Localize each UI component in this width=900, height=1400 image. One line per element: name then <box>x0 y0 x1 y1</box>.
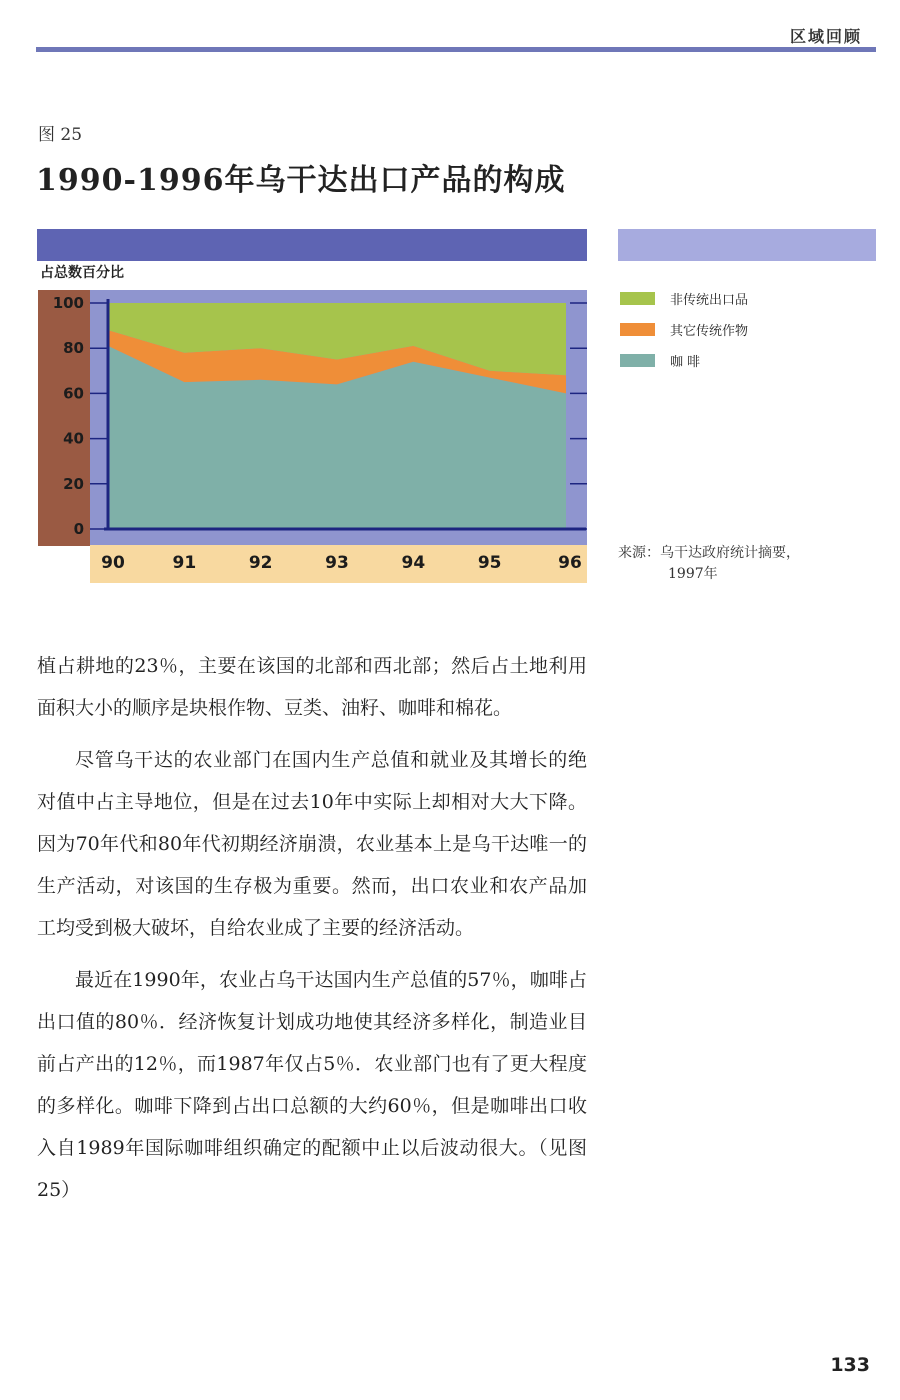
paragraph-2: 尽管乌干达的农业部门在国内生产总值和就业及其增长的绝对值中占主导地位，但是在过去10年中实际上却相对大大下降。因为70年代和80年代初期经济崩溃，农业基本上是乌干达唯一的生产活动，对该国的生存极为重要。然而，出口农业和农产品加工均受到极大破坏，自给农业成了主要的经济活动。 <box>37 749 587 939</box>
y-tick-label: 40 <box>63 429 84 448</box>
chart-source <box>618 543 800 585</box>
x-tick-label: 94 <box>401 553 426 573</box>
legend-label: 其它传统作物 <box>670 324 749 339</box>
legend-label: 咖 啡 <box>670 355 701 370</box>
x-tick-label: 92 <box>248 553 273 573</box>
body-text <box>37 645 587 1221</box>
x-tick-label: 90 <box>101 553 125 573</box>
figure-number: 图 25 <box>38 125 83 145</box>
paragraph-1: 植占耕地的23％，主要在该国的北部和西北部；然后占土地利用面积大小的顺序是块根作物、豆类、油籽、咖啡和棉花。 <box>37 655 587 719</box>
y-axis-title: 占总数百分比 <box>40 265 124 281</box>
legend-item-coffee <box>620 345 748 376</box>
x-tick-label: 91 <box>172 553 197 573</box>
paragraph-3: 最近在1990年，农业占乌干达国内生产总值的57％，咖啡占出口值的80％．经济恢复计划成功地使其经济多样化，制造业目前占产出的12％，而1987年仅占5％．农业部门也有了更大程度的多样化。咖啡下降到占出口总额的大约60％，但是咖啡出口收入自1989年国际咖啡组织确定的配额中止以后波动很大。（见图25） <box>37 969 587 1201</box>
x-tick-label: 93 <box>325 553 349 573</box>
section-title: 区域回顾 <box>789 27 862 46</box>
stacked-area-chart <box>0 0 900 620</box>
y-tick-label: 0 <box>73 520 84 538</box>
figure-title: 1990-1996年乌干达出口产品的构成 <box>36 163 566 198</box>
y-axis-band <box>38 290 90 546</box>
x-tick-label: 96 <box>558 553 582 573</box>
legend-swatch <box>620 292 655 305</box>
y-tick-label: 80 <box>63 339 84 358</box>
legend-swatch <box>620 354 655 367</box>
legend-label: 非传统出口品 <box>670 293 749 308</box>
legend-item-non-traditional <box>620 283 748 314</box>
chart-legend <box>620 283 748 376</box>
source-line-1: 来源：乌干达政府统计摘要， <box>618 545 800 561</box>
legend-item-other-traditional <box>620 314 748 345</box>
page-number: 133 <box>830 1354 870 1376</box>
source-line-2: 1997年 <box>668 566 718 582</box>
legend-swatch <box>620 323 655 336</box>
y-tick-label: 100 <box>52 294 84 312</box>
x-tick-label: 95 <box>477 553 502 573</box>
y-tick-label: 60 <box>63 384 84 403</box>
y-tick-label: 20 <box>63 474 84 493</box>
